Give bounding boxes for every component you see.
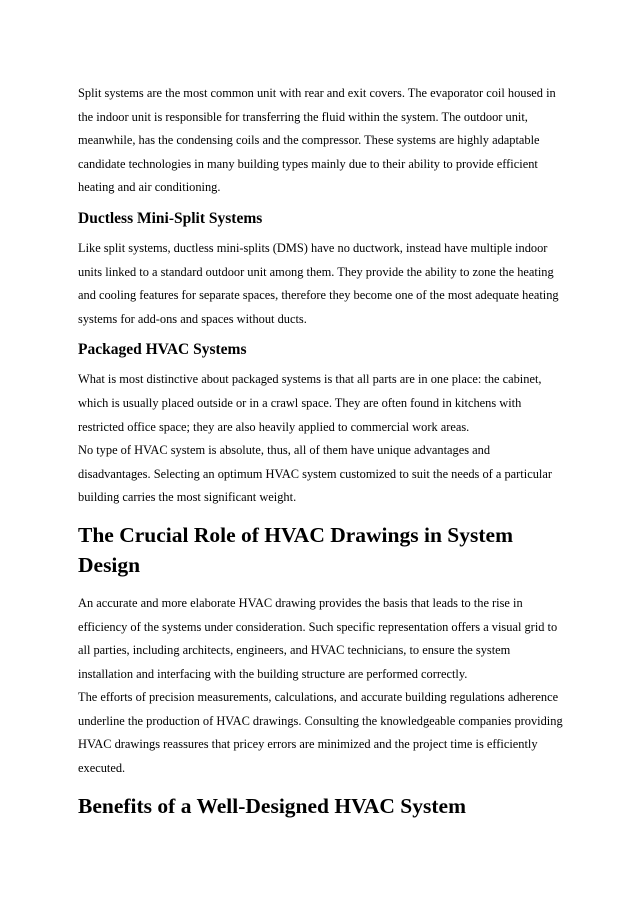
packaged-hvac-heading: Packaged HVAC Systems <box>78 341 247 359</box>
packaged-paragraph-1: What is most distinctive about packaged systems is that all parts are in one place: the cabinet, which is usually placed outside or in a crawl space. They are often found in kitchens with restricted office space; they are also heavily applied to commercial work areas. <box>78 372 542 434</box>
crucial-paragraph-2: The efforts of precision measurements, calculations, and accurate building regulations adherence underline the production of HVAC drawings. Consulting the knowledgeable companies providing HVAC drawings reassures that pricey errors are minimized and the project time is efficiently executed. <box>78 690 563 776</box>
benefits-heading: Benefits of a Well-Designed HVAC System <box>78 793 466 818</box>
ductless-paragraph: Like split systems, ductless mini-splits (DMS) have no ductwork, instead have multiple indoor units linked to a standard outdoor unit among them. They provide the ability to zone the heating and cooling features for separate spaces, therefore they become one of the most adequate heating systems for add-ons and spaces without ducts. <box>78 240 559 326</box>
packaged-paragraph-2: No type of HVAC system is absolute, thus, all of them have unique advantages and disadvantages. Selecting an optimum HVAC system customized to suit the needs of a particular building carries the most significant weight. <box>78 443 552 505</box>
ductless-mini-split-heading: Ductless Mini-Split Systems <box>78 209 263 227</box>
document-page <box>78 82 563 833</box>
intro-paragraph: Split systems are the most common unit with rear and exit covers. The evaporator coil housed in the indoor unit is responsible for transferring the fluid within the system. The outdoor unit, meanwhile, has the condensing coils and the compressor. These systems are highly adaptable candidate technologies in many building types mainly due to their ability to provide efficient heating and air conditioning. <box>78 86 556 195</box>
crucial-role-heading: The Crucial Role of HVAC Drawings in System Design <box>78 522 513 577</box>
crucial-paragraph-1: An accurate and more elaborate HVAC drawing provides the basis that leads to the rise in efficiency of the systems under consideration. Such specific representation offers a visual grid to all parties, including architects, engineers, and HVAC technicians, to ensure the system installation and interfacing with the building structure are performed correctly. <box>78 595 558 681</box>
